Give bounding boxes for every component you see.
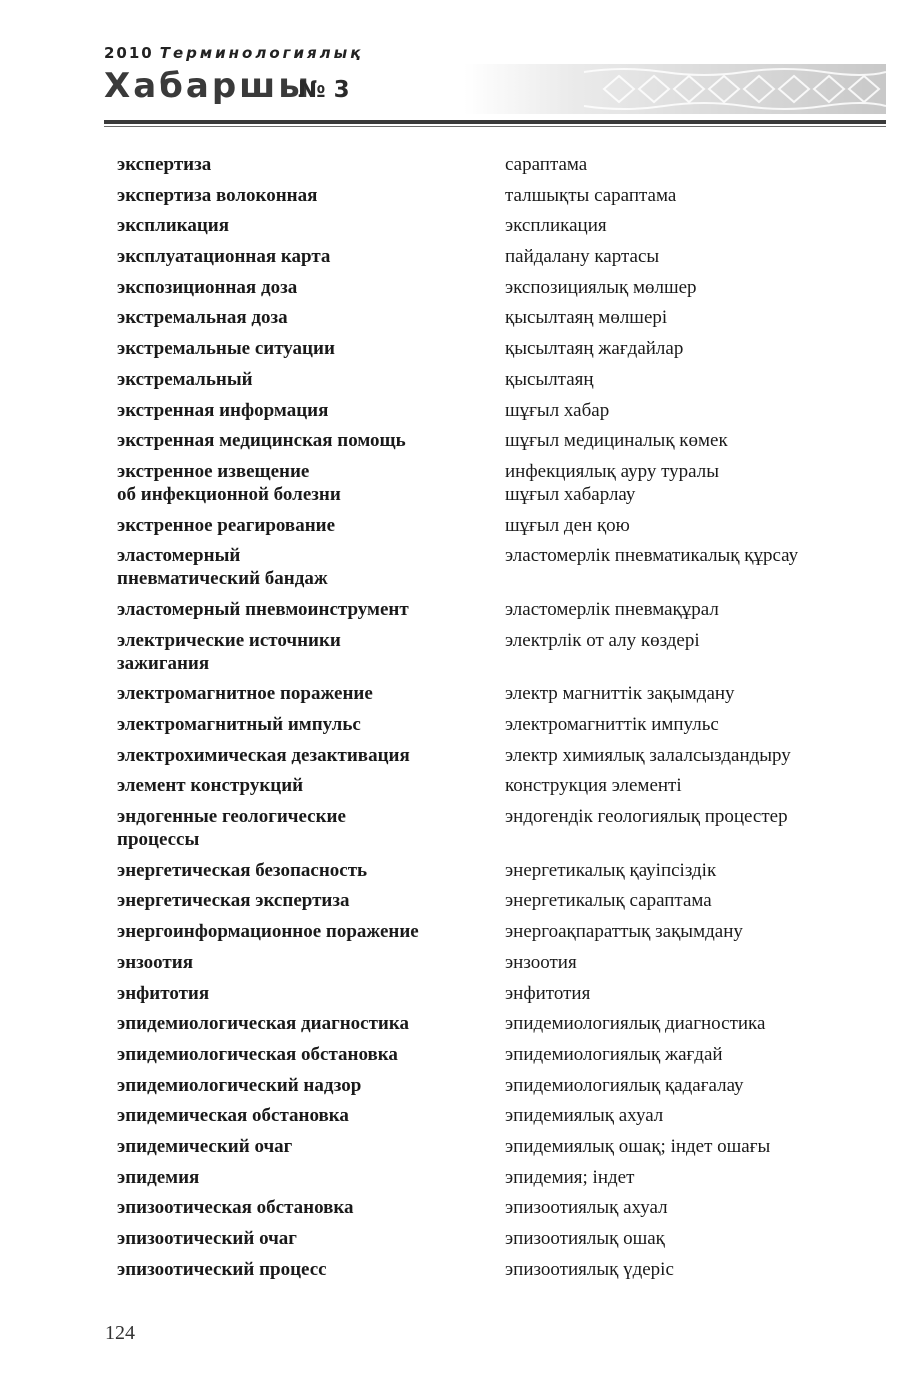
page-number: 124: [105, 1322, 135, 1344]
header-ornament: [464, 64, 886, 114]
glossary-entry: [117, 367, 887, 398]
glossary-entry: [117, 1257, 887, 1288]
kazakh-term: қысылтаяң жағдайлар: [505, 338, 684, 360]
russian-term: эксплуатационная карта: [117, 246, 331, 268]
russian-term: эпизоотический очаг: [117, 1228, 297, 1249]
russian-term: экспозиционная доза: [117, 276, 298, 298]
page-header: [104, 44, 886, 129]
kazakh-term: эластомерлік пневматикалық құрсау: [505, 545, 799, 567]
header-line: [104, 44, 363, 62]
glossary-entry: [117, 1195, 887, 1226]
glossary-entry: [117, 743, 887, 774]
glossary-entry: [117, 1042, 887, 1073]
russian-term: эпидемия: [117, 1166, 200, 1188]
ornament-pattern-icon: [464, 64, 886, 114]
glossary-entry: [117, 183, 887, 214]
russian-term: экстренная медицинская помощь: [117, 430, 406, 452]
glossary-entry: [117, 981, 887, 1012]
header-issue: № 3: [298, 77, 350, 103]
kazakh-term: шұғыл медициналық көмек: [505, 430, 728, 452]
kazakh-term: эпидемиологиялық жағдай: [505, 1043, 723, 1065]
russian-term-line: зажигания: [117, 652, 210, 674]
kazakh-term: экспликация: [505, 215, 607, 237]
kazakh-term: сараптама: [505, 154, 588, 175]
russian-term: [117, 459, 505, 506]
kazakh-term: электр магниттік зақымдану: [505, 683, 735, 705]
kazakh-term: энзоотия: [505, 951, 577, 973]
russian-term: [117, 628, 505, 675]
russian-term: эпизоотическая обстановка: [117, 1197, 354, 1219]
kazakh-term: эластомерлік пневмақұрал: [505, 598, 719, 620]
russian-term-line: эндогенные геологические: [117, 806, 346, 828]
kazakh-term-line: шұғыл хабарлау: [505, 483, 636, 505]
kazakh-term: экспозициялық мөлшер: [505, 276, 697, 298]
russian-term: эпидемический очаг: [117, 1135, 293, 1157]
russian-term: эпидемиологическая обстановка: [117, 1043, 398, 1065]
russian-term: экстренная информация: [117, 399, 329, 421]
russian-term: электромагнитное поражение: [117, 683, 373, 705]
russian-term: электрохимическая дезактивация: [117, 744, 410, 766]
kazakh-term: энергетикалық сараптама: [505, 890, 712, 912]
glossary-entry: [117, 888, 887, 919]
russian-term: экспертиза волоконная: [117, 184, 318, 206]
glossary-entry: [117, 428, 887, 459]
glossary-entry: [117, 244, 887, 275]
glossary-entry: [117, 513, 887, 544]
russian-term: экспликация: [117, 215, 230, 237]
glossary-entry: [117, 628, 887, 682]
glossary-entry: [117, 213, 887, 244]
header-subtitle: Терминологиялық: [159, 44, 364, 62]
russian-term: эпидемиологический надзор: [117, 1074, 362, 1096]
glossary-entry: [117, 1011, 887, 1042]
glossary-list: [117, 152, 887, 1287]
kazakh-term: шұғыл хабар: [505, 399, 610, 421]
kazakh-term: эпидемиологиялық диагностика: [505, 1013, 766, 1035]
header-rule-thick: [104, 120, 886, 124]
kazakh-term: эпизоотиялық ахуал: [505, 1197, 668, 1219]
russian-term-line: эластомерный: [117, 545, 241, 567]
header-year: 2010: [104, 44, 154, 62]
kazakh-term: эпидемиологиялық қадағалау: [505, 1074, 744, 1096]
russian-term: элемент конструкций: [117, 775, 304, 797]
russian-term: экстремальный: [117, 368, 253, 390]
kazakh-term: энергоақпараттық зақымдану: [505, 921, 743, 943]
kazakh-term: шұғыл ден қою: [505, 514, 630, 536]
russian-term-line: электрические источники: [117, 629, 341, 651]
kazakh-term: энергетикалық қауіпсіздік: [505, 859, 717, 881]
glossary-entry: [117, 336, 887, 367]
glossary-entry: [117, 681, 887, 712]
russian-term: экстремальные ситуации: [117, 338, 335, 360]
russian-term: энзоотия: [117, 951, 193, 973]
russian-term-line: об инфекционной болезни: [117, 483, 341, 505]
glossary-entry: [117, 858, 887, 889]
glossary-entry: [117, 950, 887, 981]
russian-term: энфитотия: [117, 982, 210, 1004]
kazakh-term: пайдалану картасы: [505, 246, 660, 268]
glossary-entry: [117, 773, 887, 804]
glossary-entry: [117, 398, 887, 429]
russian-term: энергетическая безопасность: [117, 859, 368, 881]
kazakh-term: эпизоотиялық үдеріс: [505, 1258, 674, 1280]
kazakh-term: электромагниттік импульс: [505, 714, 719, 735]
kazakh-term: электрлік от алу көздері: [505, 629, 700, 651]
russian-term: энергетическая экспертиза: [117, 890, 350, 912]
russian-term: эпидемиологическая диагностика: [117, 1013, 410, 1035]
glossary-entry: [117, 804, 887, 858]
glossary-entry: [117, 1103, 887, 1134]
kazakh-term: энфитотия: [505, 982, 591, 1004]
glossary-entry: [117, 275, 887, 306]
kazakh-term: эпизоотиялық ошақ: [505, 1228, 665, 1249]
kazakh-term: эпидемиялық ахуал: [505, 1105, 664, 1127]
header-rule-thin: [104, 126, 886, 127]
russian-term: эластомерный пневмоинструмент: [117, 598, 409, 620]
glossary-entry: [117, 305, 887, 336]
glossary-entry: [117, 1165, 887, 1196]
kazakh-term: эпидемия; індет: [505, 1166, 635, 1188]
russian-term-line: процессы: [117, 829, 200, 851]
glossary-entry: [117, 712, 887, 743]
russian-term: экстремальная доза: [117, 307, 288, 329]
russian-term-line: экстренное извещение: [117, 460, 310, 482]
russian-term: экспертиза: [117, 154, 212, 175]
header-title: Хабаршы: [104, 66, 313, 106]
russian-term: эпизоотический процесс: [117, 1258, 327, 1280]
glossary-entry: [117, 597, 887, 628]
glossary-entry: [117, 919, 887, 950]
russian-term: [117, 804, 505, 851]
kazakh-term: электр химиялық залалсыздандыру: [505, 744, 791, 766]
russian-term: энергоинформационное поражение: [117, 921, 419, 943]
russian-term: эпидемическая обстановка: [117, 1105, 349, 1127]
kazakh-term: қысылтаяң: [505, 368, 594, 390]
russian-term: экстренное реагирование: [117, 514, 336, 536]
kazakh-term: эпидемиялық ошақ; індет ошағы: [505, 1135, 771, 1157]
kazakh-term: [505, 459, 887, 506]
russian-term: [117, 543, 505, 590]
glossary-entry: [117, 543, 887, 597]
kazakh-term: эндогендік геологиялық процестер: [505, 806, 788, 828]
kazakh-term-line: инфекциялық ауру туралы: [505, 460, 719, 482]
russian-term: электромагнитный импульс: [117, 714, 361, 735]
kazakh-term: конструкция элементі: [505, 775, 682, 797]
russian-term-line: пневматический бандаж: [117, 568, 328, 590]
glossary-entry: [117, 1073, 887, 1104]
glossary-entry: [117, 1226, 887, 1257]
glossary-entry: [117, 152, 887, 183]
glossary-entry: [117, 1134, 887, 1165]
kazakh-term: қысылтаяң мөлшері: [505, 307, 668, 329]
glossary-entry: [117, 459, 887, 513]
kazakh-term: талшықты сараптама: [505, 184, 677, 206]
